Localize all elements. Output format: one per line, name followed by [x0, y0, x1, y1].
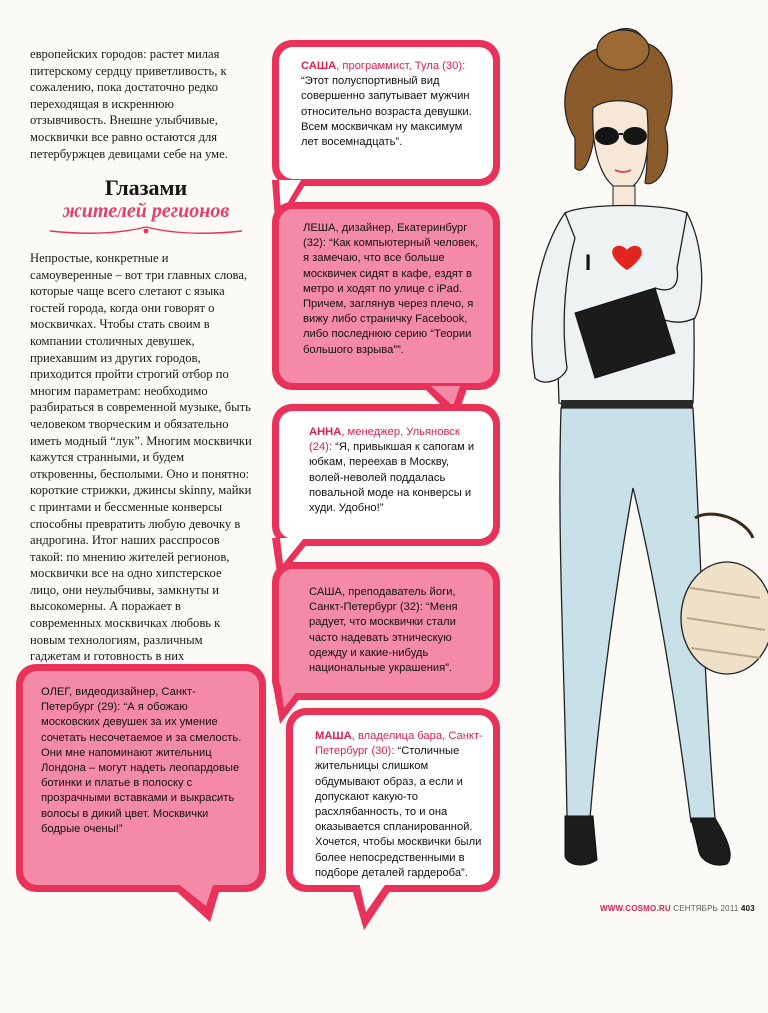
quote-body — [279, 47, 493, 179]
footer-issue: СЕНТЯБРЬ 2011 — [673, 904, 739, 913]
quote-bubble-sasha-tula — [272, 40, 500, 186]
quote-text: “Этот полуспортивный вид совершенно запутывает мужчин относительно возраста девушки. Всем москвичкам ну максимум лет восемнадцать”. — [301, 75, 472, 149]
quote-text: “Я, привыкшая к сапогам и юбкам, переехав в Москву, волей-неволей поддалась повальной моде на конверсы и худи. Удобно!” — [309, 441, 475, 515]
quote-bubble-sasha-spb — [272, 562, 500, 700]
footer-page-number: 403 — [740, 904, 755, 913]
quote-text: “Как компьютерный человек, я замечаю, что все больше москвичек сидят в кафе, ездят в метро и ходят по улице с iPad. Причем, заглянув через плечо, я вижу либо страничку Facebook, либо последнюю серию “Теории большого взрыва””. — [303, 237, 479, 356]
quote-author-name: АННА — [309, 426, 342, 438]
quote-author-role: , видеодизайнер, Санкт-Петербург (29): — [41, 686, 196, 714]
quote-body — [279, 209, 493, 383]
quote-text: “Меня радует, что москвички стали часто надевать этническую одежду и какие-нибудь национальные украшения”. — [309, 601, 458, 675]
sneaker-left-icon — [565, 816, 597, 865]
quote-author-name: ЛЕША — [303, 222, 336, 234]
page-footer — [600, 904, 755, 913]
main-article-text — [30, 250, 252, 681]
footer-site: WWW.COSMO.RU — [600, 904, 671, 913]
quote-author-role: , преподаватель йоги, Санкт-Петербург (32): — [309, 586, 456, 614]
quote-text: “Столичные жительницы слишком обдумывают образ, а если и допускают какую-то расхлябанность, то и она оказывается спланированной. Хочется, чтобы москвички были более непосредственными в подборе деталей гардероба”. — [315, 745, 482, 879]
quote-text: “А я обожаю московских девушек за их умение сочетать несочетаемое и за смелость. Они мне напоминают жительниц Лондона – могут надеть леопардовые ботинки и платье в полоску с прозрачными вставками и выкрасить волосы в дикий цвет. Москвички бодрые очены!” — [41, 701, 242, 835]
quote-body — [293, 715, 493, 885]
sneaker-right-icon — [691, 818, 730, 865]
quote-bubble-oleg — [16, 664, 266, 892]
quote-author-role: , менеджер, Ульяновск (24): — [309, 426, 460, 454]
quote-body — [279, 569, 493, 693]
quote-author-role: , владелица бара, Санкт-Петербург (30): — [315, 730, 483, 758]
bubble-tail-icon — [166, 882, 222, 922]
section-heading — [34, 176, 258, 238]
intro-text: европейских городов: растет милая питерскому сердцу приветливость, к сожалению, пока достаточно редко переходящая в искреннюю отзывчивость. Внешне улыбчивые, москвички все равно остаются для петербуржцев девицами себе на уме. — [30, 47, 228, 161]
quote-body — [279, 411, 493, 539]
quote-author-name: САША — [309, 586, 343, 598]
ornament-divider-icon — [46, 224, 246, 238]
quote-bubble-anna — [272, 404, 500, 546]
section-heading-line1: Глазами — [104, 175, 188, 200]
quote-author-name: ОЛЕГ — [41, 686, 70, 698]
bubble-tail-icon — [350, 882, 396, 930]
shirt-letter: I — [585, 250, 592, 275]
quote-author-name: МАША — [315, 730, 352, 742]
main-text: Непростые, конкретные и самоуверенные – вот три главных слова, которые чаще всего слетают с языка гостей города, когда они говорят о москвичках. Чтобы стать своим в компании столичных девушек, приехавшим из других городов, приходится пройти строгий отбор по многим параметрам: необходимо разбираться в современной музыке, быть человеком творческим и обязательно иметь модный “лук”. Многим москвички кажутся странными, и будем откровенны, бесполыми. Оно и понятно: короткие стрижки, джинсы skinny, майки с принтами и бессменные конверсы способны превратить любую девочку в андрогина. Итог наших расспросов такой: по мнению жителей регионов, москвички все на одно хипстерское лицо, они неулыбчивы, замкнуты и высокомерны. А поражает в современных москвичках любовь к новым технологиям, различным гаджетам и готовность в них — [30, 251, 252, 664]
fashion-girl-illustration — [505, 18, 768, 880]
quote-bubble-masha — [286, 708, 500, 892]
quote-author-role: , программист, Тула (30): — [336, 60, 466, 72]
intro-paragraph — [30, 46, 252, 162]
quote-bubble-lesha — [272, 202, 500, 390]
quote-author-name: САША — [301, 60, 337, 72]
quote-author-role: , дизайнер, Екатеринбург (32): — [303, 222, 468, 250]
section-heading-line2: жителей регионов — [62, 200, 230, 222]
quote-body — [23, 671, 259, 885]
